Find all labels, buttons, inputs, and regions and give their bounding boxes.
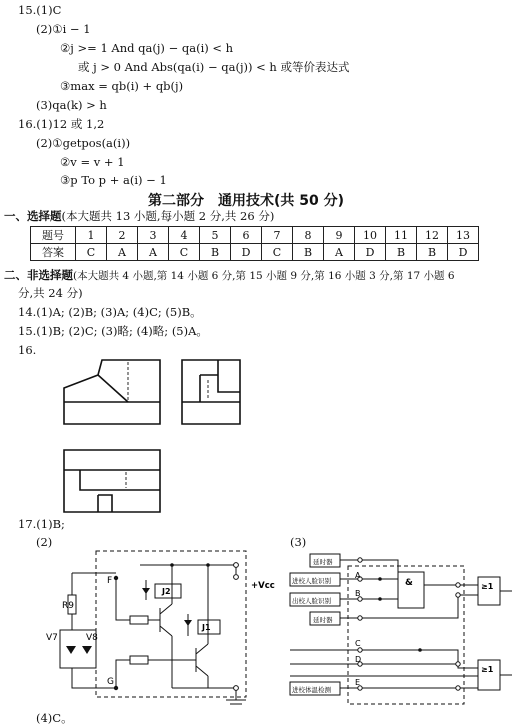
answer-cell: D (231, 244, 262, 261)
sec2-note-cont: 分,共 24 分) (18, 286, 83, 300)
q16-line1: 16.(1)12 或 1,2 (18, 117, 105, 131)
q-num: 4 (169, 227, 200, 244)
q-num: 11 (386, 227, 417, 244)
answer-cell: B (293, 244, 324, 261)
label-d: D (355, 655, 362, 664)
and-gate-symbol: & (405, 578, 413, 588)
label-v8: V8 (86, 633, 98, 643)
sec1-note: (本大题共 13 小题,每小题 2 分,共 26 分) (61, 209, 275, 223)
q-num: 6 (231, 227, 262, 244)
answer-cell: B (417, 244, 448, 261)
q17-part2-label: (2) (36, 535, 53, 549)
input-label-5: 进校体温检测 (292, 686, 331, 694)
label-f: F (107, 576, 113, 586)
sec2-heading-text: 二、非选择题 (4, 268, 73, 282)
q-num: 2 (107, 227, 138, 244)
q15-line5: ③max = qb(i) + qb(j) (60, 79, 184, 93)
answer-cell: B (200, 244, 231, 261)
q15-line1: 15.(1)C (18, 3, 62, 17)
sec2-note: (本大题共 4 小题,第 14 小题 6 分,第 15 小题 9 分,第 16 小题 3 分,第 17 小题 6 (73, 270, 455, 282)
q16-line4: ③p To p + a(i) − 1 (60, 173, 167, 187)
answer-cell: A (324, 244, 355, 261)
label-j1: J1 (202, 623, 211, 632)
label-a: A (355, 571, 361, 580)
label-j2: J2 (162, 587, 171, 596)
input-label-2: 进校人脸识别 (292, 577, 331, 585)
row-label-answer: 答案 (31, 244, 76, 261)
label-r9: R9 (62, 601, 74, 611)
q16-label: 16. (18, 343, 37, 357)
q-num: 3 (138, 227, 169, 244)
q-num: 10 (355, 227, 386, 244)
answer-cell: B (386, 244, 417, 261)
q15-answers: 15.(1)B; (2)C; (3)略; (4)略; (5)A。 (18, 324, 208, 338)
label-v7: V7 (46, 633, 58, 643)
label-b: B (355, 589, 361, 598)
answer-cell: C (169, 244, 200, 261)
q-num: 7 (262, 227, 293, 244)
label-c: C (355, 639, 361, 648)
input-label-1: 延时器 (313, 558, 333, 566)
row-label-number: 题号 (31, 227, 76, 244)
input-label-4: 延时器 (313, 616, 333, 624)
label-e: E (355, 678, 361, 687)
answer-cell: D (355, 244, 386, 261)
q17-part1: 17.(1)B; (18, 517, 65, 531)
q-num: 9 (324, 227, 355, 244)
q17-part3-label: (3) (290, 535, 307, 549)
q-num: 8 (293, 227, 324, 244)
answer-cell: D (448, 244, 479, 261)
label-vcc: +Vcc (251, 581, 275, 591)
or-gate-2-symbol: ≥1 (481, 665, 494, 674)
q16-line2: (2)①getpos(a(i)) (36, 136, 131, 150)
sec1-heading-text: 一、选择题 (4, 209, 62, 223)
q14-answers: 14.(1)A; (2)B; (3)A; (4)C; (5)B。 (18, 305, 202, 319)
q15-line4: 或 j > 0 And Abs(qa(i) − qa(j)) < h 或等价表达式 (78, 60, 350, 74)
q-num: 5 (200, 227, 231, 244)
answer-cell: A (107, 244, 138, 261)
q-num: 13 (448, 227, 479, 244)
q17-part4: (4)C。 (36, 711, 73, 725)
or-gate-1-symbol: ≥1 (481, 582, 494, 591)
q15-line2: (2)①i − 1 (36, 22, 91, 36)
part2-title: 第二部分 通用技术(共 50 分) (148, 193, 345, 209)
input-label-3: 出校人脸识别 (292, 597, 331, 605)
q15-line3: ②j >= 1 And qa(j) − qa(i) < h (60, 41, 234, 55)
q16-line3: ②v = v + 1 (60, 155, 125, 169)
label-g: G (107, 677, 114, 687)
answer-cell: A (138, 244, 169, 261)
q15-line6: (3)qa(k) > h (36, 98, 107, 112)
answer-cell: C (76, 244, 107, 261)
answer-cell: C (262, 244, 293, 261)
q-num: 1 (76, 227, 107, 244)
q-num: 12 (417, 227, 448, 244)
